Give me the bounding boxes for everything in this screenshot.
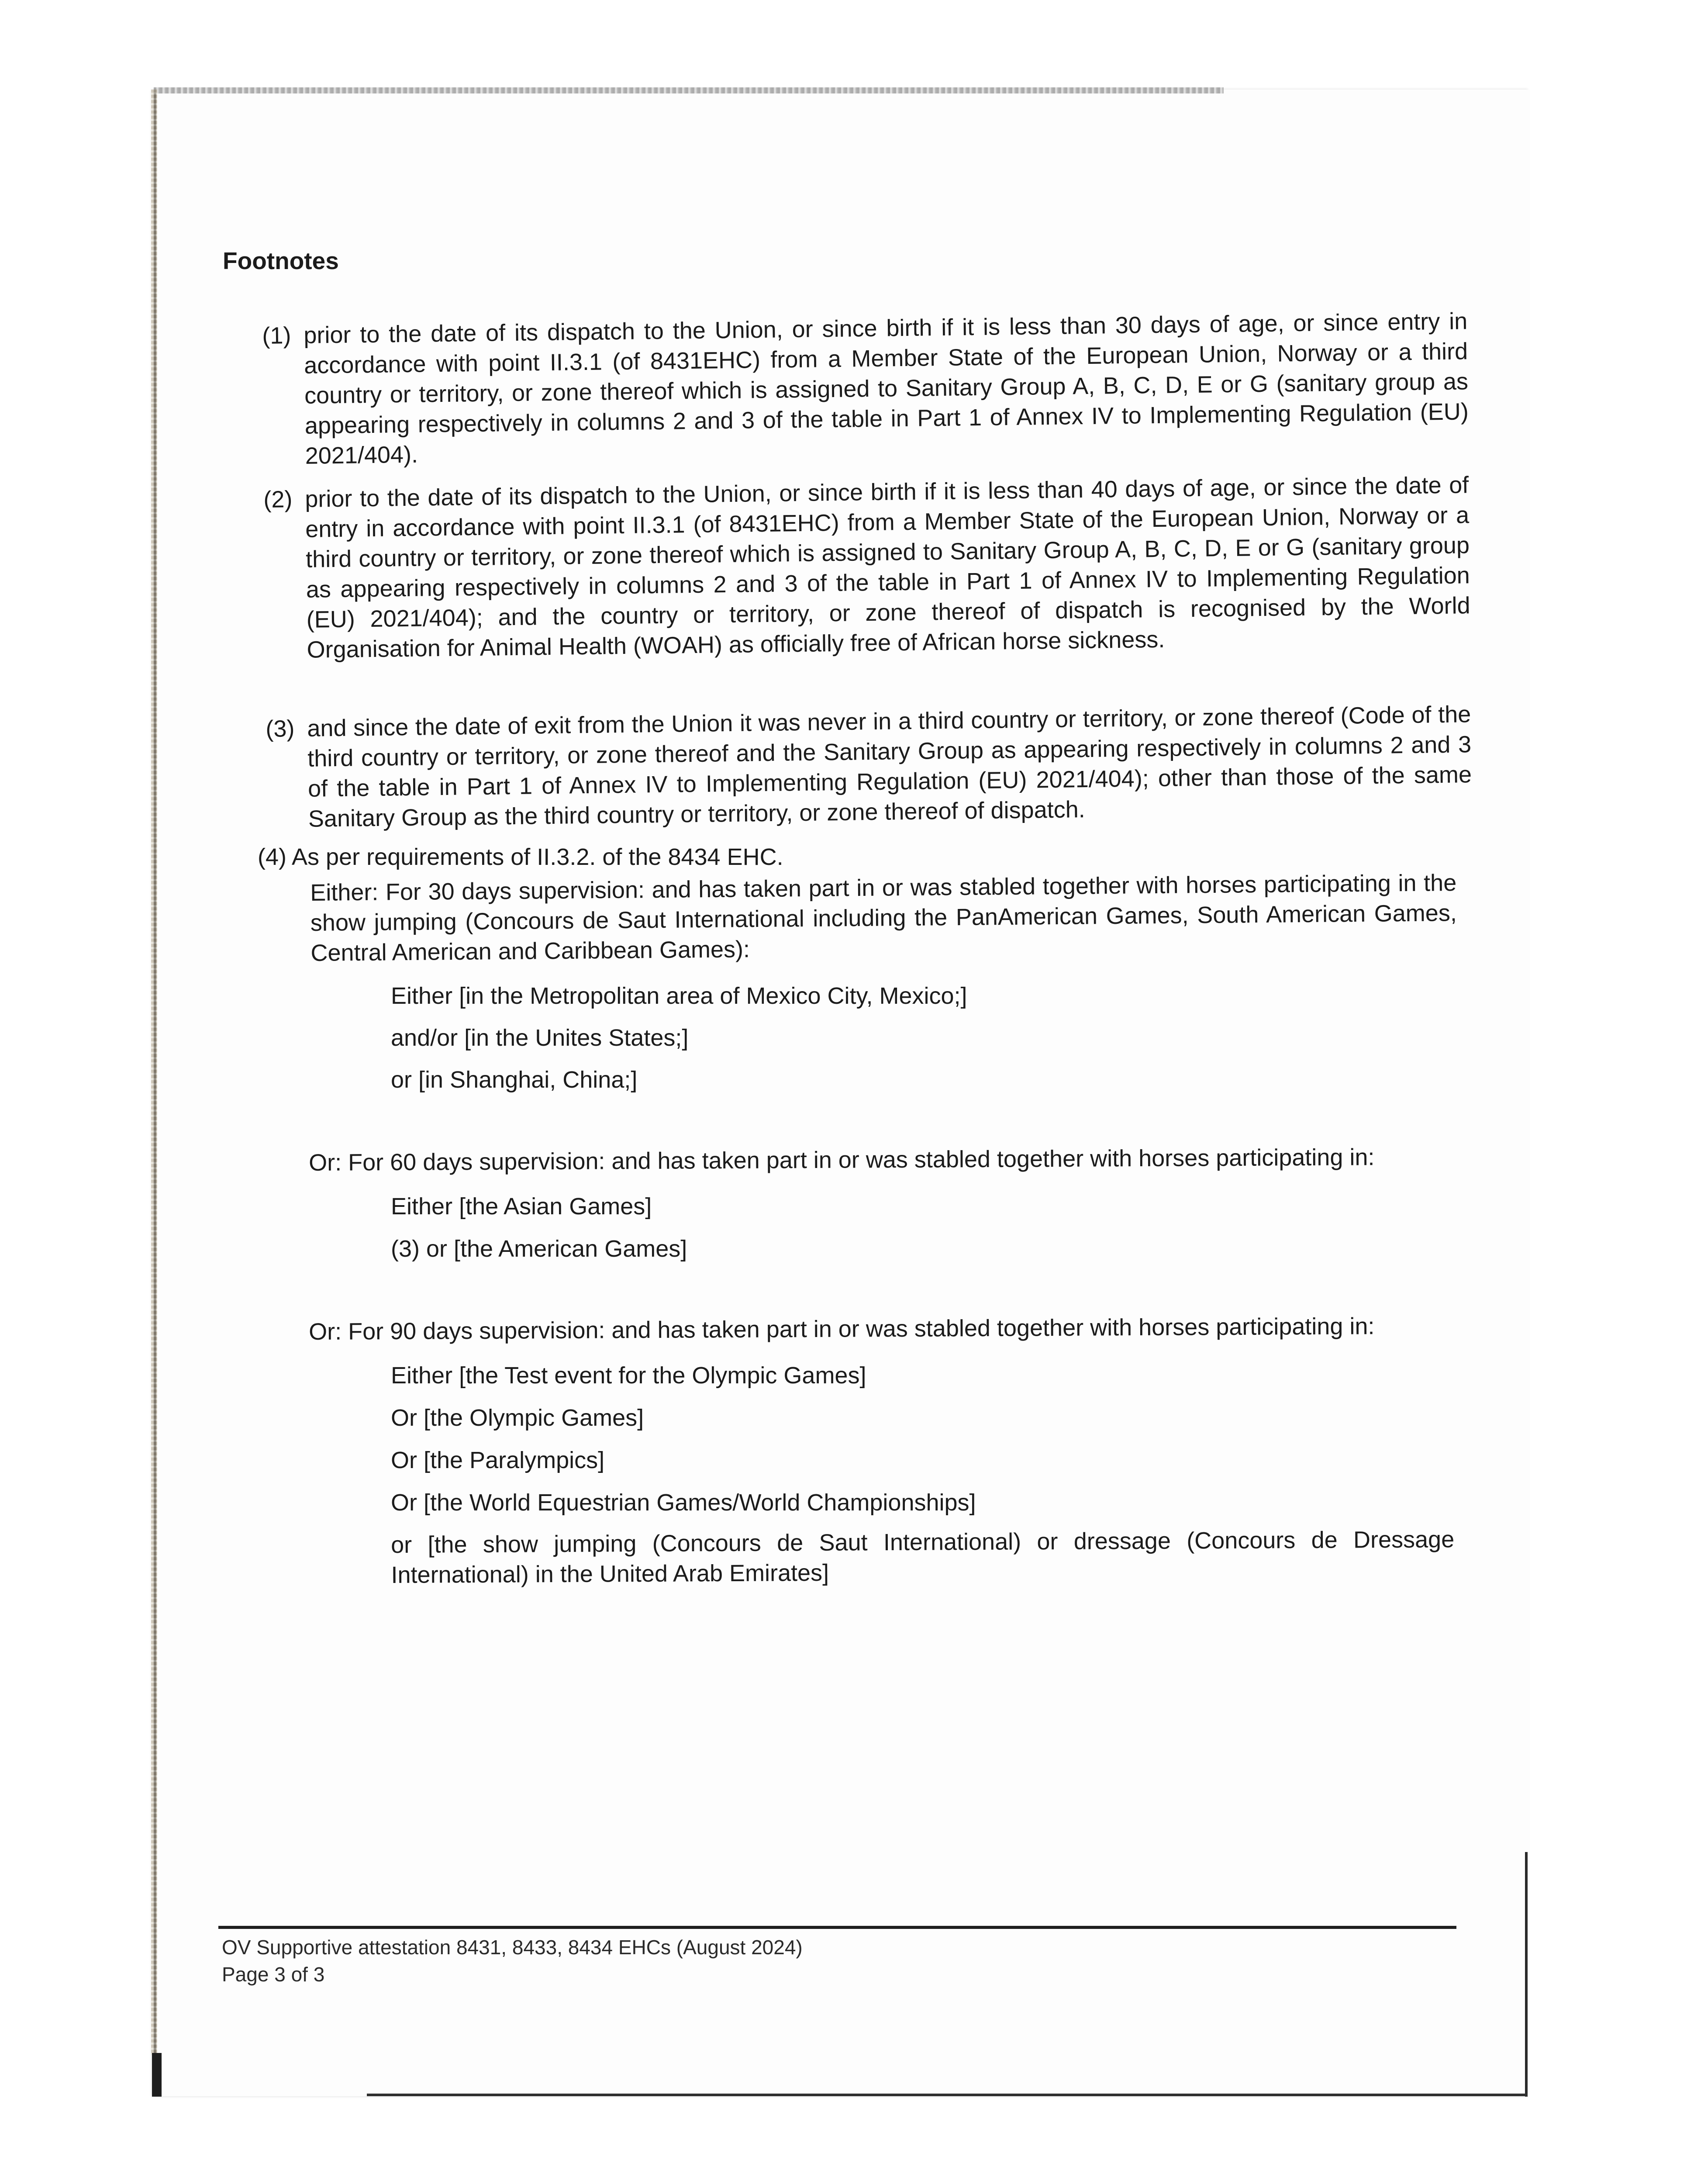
option-olympic-games: Or [the Olympic Games] (391, 1405, 644, 1431)
option-american-games: (3) or [the American Games] (391, 1236, 687, 1262)
footer-divider (218, 1926, 1456, 1929)
option-90-days: Or: For 90 days supervision: and has taken part in or was stabled together with horses participating in: (309, 1313, 1375, 1345)
footnote-text: prior to the date of its dispatch to the Union, or since birth if it is less than 40 days of age, or since the date of entry in accordance with point II.3.1 (of 8431EHC) from a Member State of the European Union, Norway or a third country or territory, or zone thereof which is assigned to Sanitary Group A, B, C, D, E or G (sanitary group as appearing respectively in columns 2 and 3 of the table in Part 1 of Annex IV to Implementing Regulation (EU) 2021/404); and the country or territory, or zone thereof of dispatch is recognised by the World Organisation for Animal Health (WOAH) as officially free of African horse sickness. (305, 472, 1470, 663)
footnote-text: prior to the date of its dispatch to the Union, or since birth if it is less than 30 days of age, or since entry in accordance with point II.3.1 (of 8431EHC) from a Member State of the European Union, Norway or a third country or territory, or zone thereof which is assigned to Sanitary Group A, B, C, D, E or G (sanitary group as appearing respectively in columns 2 and 3 of the table in Part 1 of Annex IV to Implementing Regulation (EU) 2021/404). (304, 308, 1469, 469)
option-asian-games: Either [the Asian Games] (391, 1193, 652, 1220)
footer-document-title: OV Supportive attestation 8431, 8433, 8434 EHCs (August 2024) (222, 1936, 803, 1959)
option-30-days: Either: For 30 days supervision: and has taken part in or was stabled together with horses participating in the show jumping (Concours de Saut International including the PanAmerican Games, South American Games, Central American and Caribbean Games): (310, 870, 1457, 966)
footnote-1 (262, 306, 1469, 478)
option-paralympics: Or [the Paralympics] (391, 1447, 605, 1473)
footer-page-number: Page 3 of 3 (222, 1963, 325, 1986)
footnotes-heading: Footnotes (223, 247, 339, 274)
option-olympic-test-event: Either [the Test event for the Olympic Games] (391, 1362, 866, 1389)
option-60-days: Or: For 60 days supervision: and has taken part in or was stabled together with horses participating in: (309, 1144, 1375, 1176)
paper-top-edge (154, 87, 1224, 93)
footnote-4-intro: (4) As per requirements of II.3.2. of the 8434 EHC. (258, 844, 783, 870)
option-mexico-city: Either [in the Metropolitan area of Mexico City, Mexico;] (391, 983, 967, 1009)
footnote-2 (263, 470, 1471, 708)
paper-left-shadow (152, 2053, 162, 2097)
footnote-3 (266, 699, 1472, 836)
footnote-number: (3) (266, 715, 295, 742)
option-world-equestrian-games: Or [the World Equestrian Games/World Championships] (391, 1489, 976, 1516)
footnote-number: (1) (262, 322, 291, 349)
option-uae-show-jumping-dressage: or [the show jumping (Concours de Saut International) or dressage (Concours de Dressage International) in the United Arab Emirates] (391, 1526, 1455, 1588)
footnote-number: (2) (263, 486, 293, 513)
paper-right-edge (1525, 1852, 1528, 2097)
option-united-states: and/or [in the Unites States;] (391, 1025, 689, 1051)
paper-bottom-edge (367, 2094, 1528, 2096)
paper-left-edge (151, 90, 157, 2055)
footnote-text: and since the date of exit from the Union it was never in a third country or territory, or zone thereof (Code of the third country or territory, or zone thereof and the Sanitary Group as appearing respectively in columns 2 and 3 of the table in Part 1 of Annex IV to Implementing Regulation (EU) 2021/404); other than those of the same Sanitary Group as the third country or territory, or zone thereof of dispatch. (307, 701, 1472, 832)
option-shanghai: or [in Shanghai, China;] (391, 1067, 638, 1093)
